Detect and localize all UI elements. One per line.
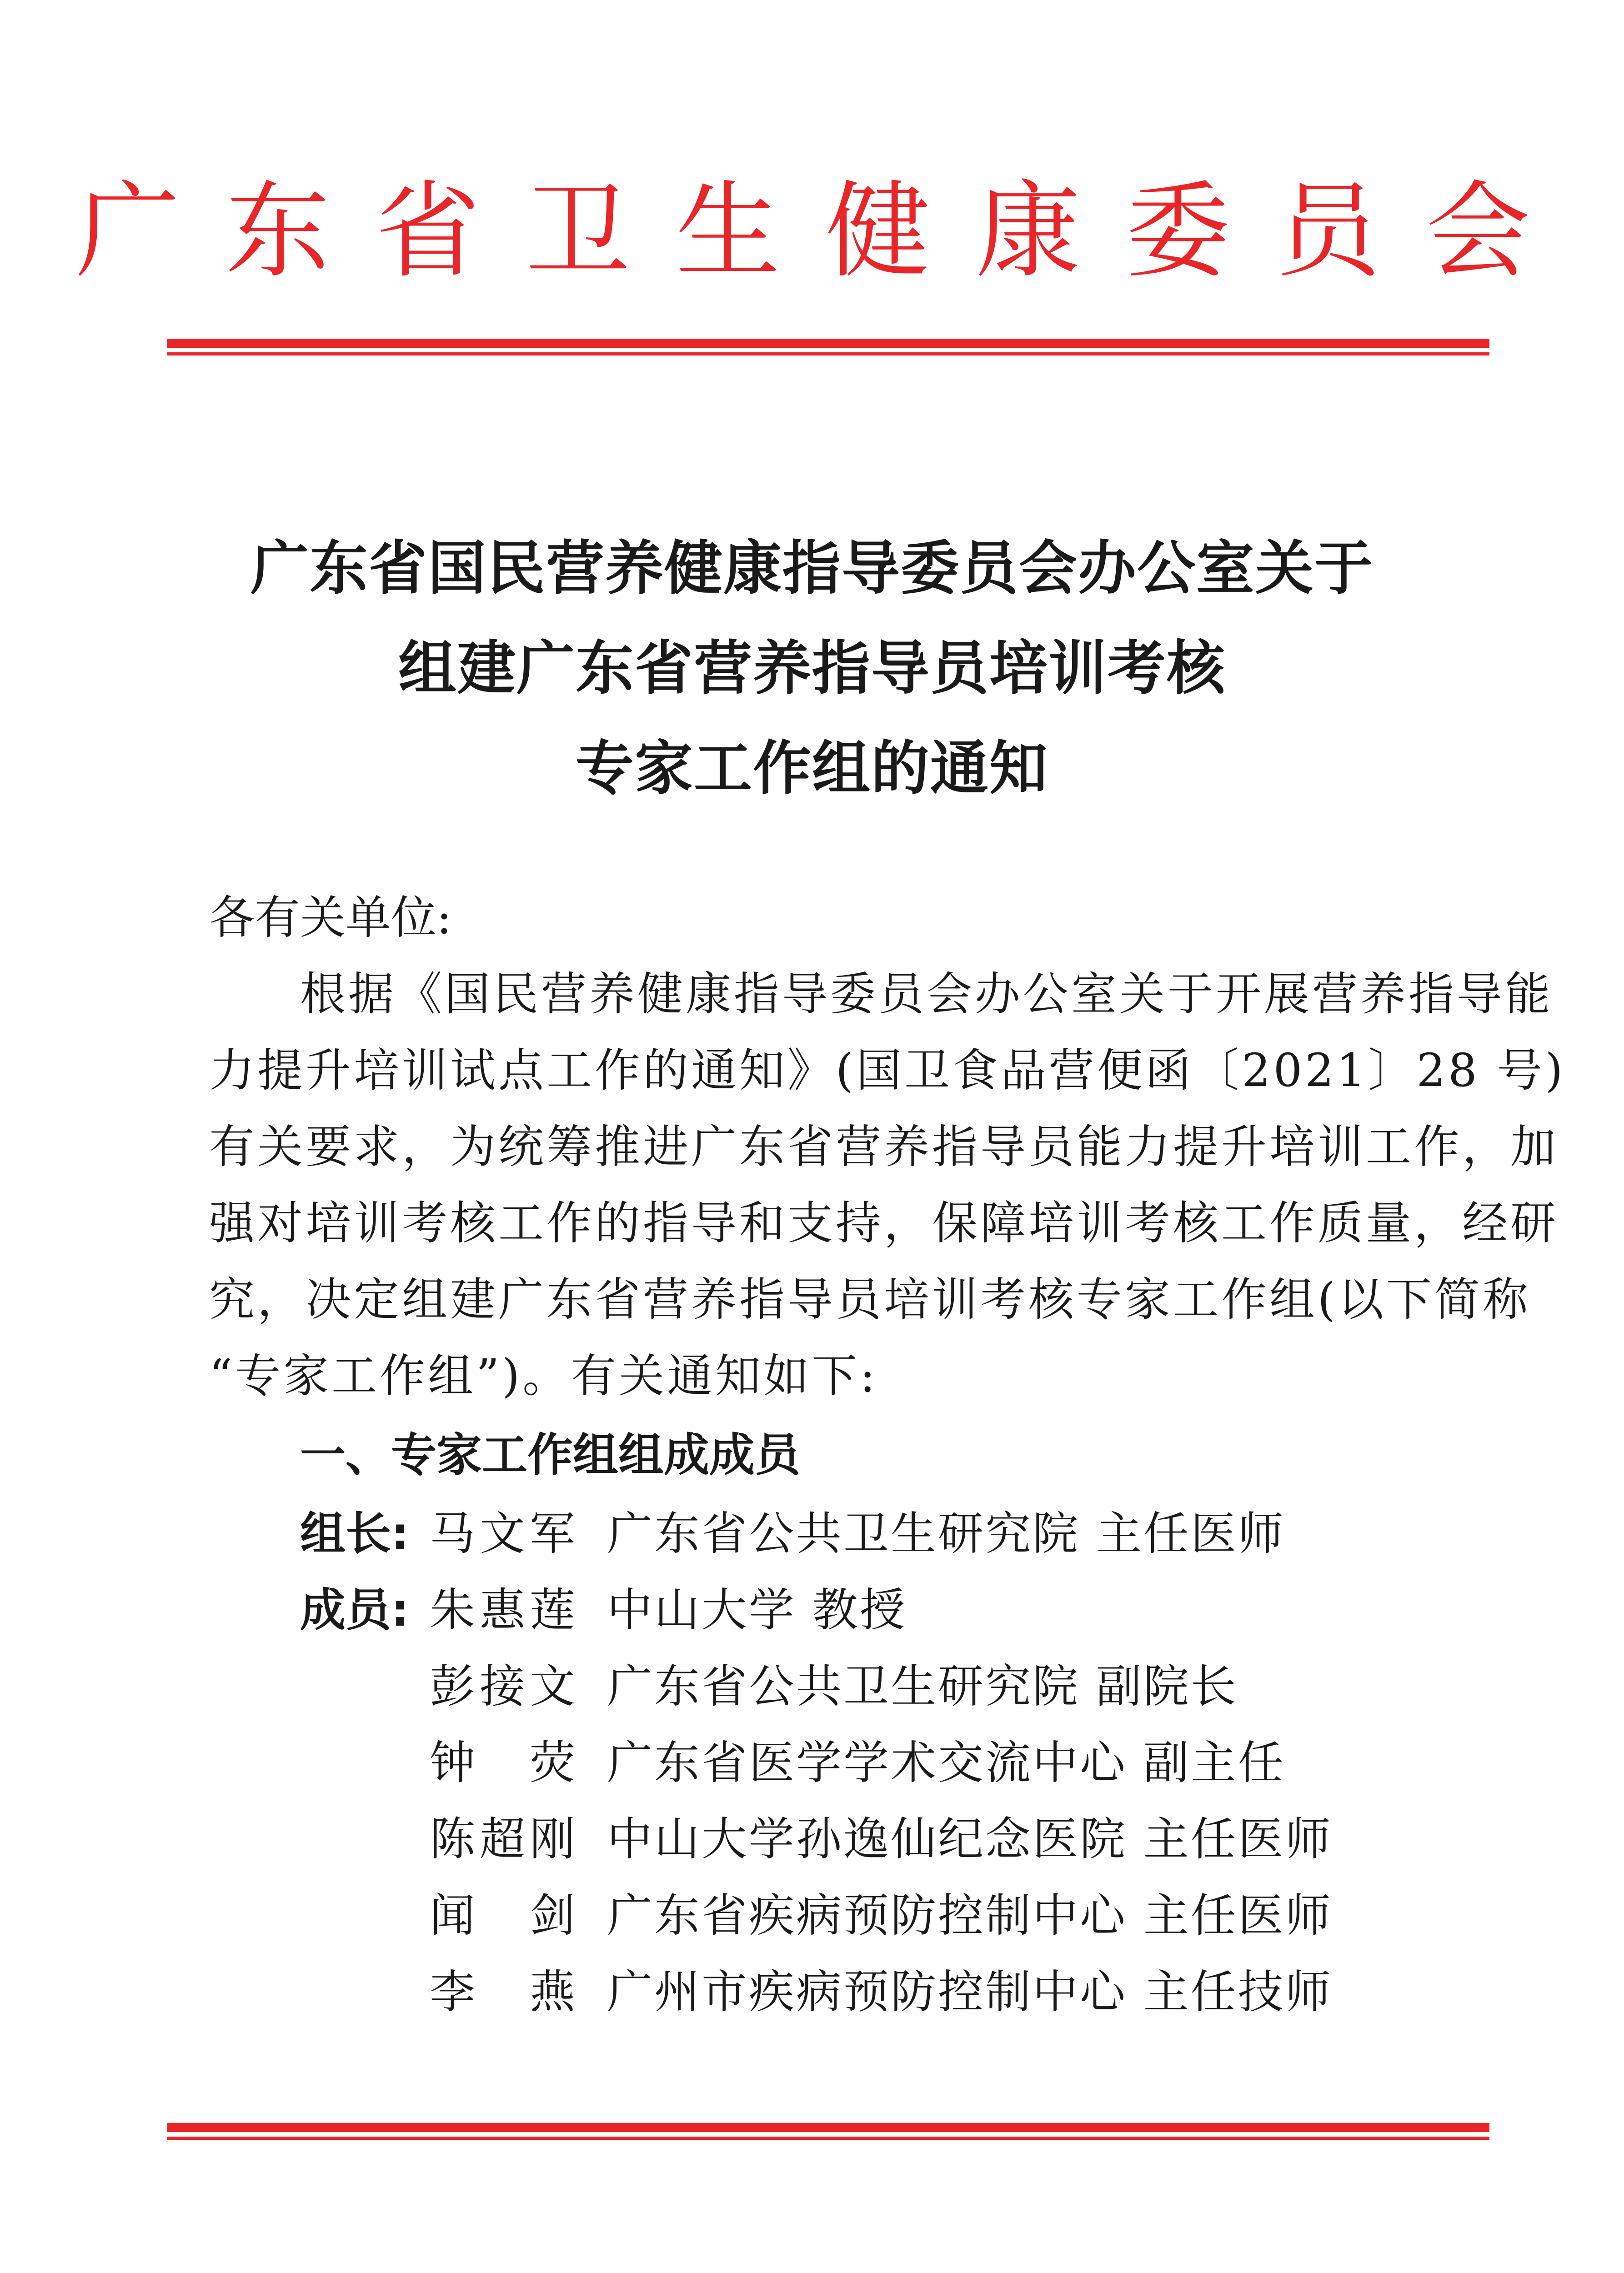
salutation: 各有关单位: xyxy=(209,891,452,944)
member-row xyxy=(300,1648,1333,1725)
member-affiliation: 中山大学孙逸仙纪念医院 主任医师 xyxy=(607,1812,1333,1866)
member-role xyxy=(300,1877,430,1954)
agency-letterhead: 广东省卫生健康委员会 xyxy=(75,171,1576,292)
member-role: 成员: xyxy=(300,1583,409,1637)
member-affiliation: 广东省疾病预防控制中心 主任医师 xyxy=(607,1889,1333,1942)
member-row xyxy=(300,1725,1333,1801)
member-role xyxy=(300,1954,430,2030)
paragraph-line: 究，决定组建广东省营养指导员培训考核专家工作组(以下简称 xyxy=(209,1273,1531,1326)
member-name: 钟 荧 xyxy=(430,1736,580,1789)
document-title xyxy=(0,518,1624,818)
paragraph-line: “专家工作组”)。有关通知如下: xyxy=(209,1349,878,1402)
member-list xyxy=(300,1496,1333,2030)
member-row xyxy=(300,1801,1333,1877)
paragraph-line: 有关要求，为统筹推进广东省营养指导员能力提升培训工作，加 xyxy=(209,1120,1559,1173)
member-name: 闻 剑 xyxy=(430,1889,580,1942)
member-name: 李 燕 xyxy=(430,1965,580,2018)
member-row xyxy=(300,1496,1333,1572)
member-role xyxy=(300,1801,430,1877)
title-line: 组建广东省营养指导员培训考核 xyxy=(398,634,1226,702)
member-row xyxy=(300,1572,1333,1648)
member-role xyxy=(300,1725,430,1801)
member-affiliation: 广州市疾病预防控制中心 主任技师 xyxy=(607,1965,1333,2018)
member-affiliation: 中山大学 教授 xyxy=(607,1583,907,1637)
footer-red-rule xyxy=(167,2123,1489,2140)
member-name: 马文军 xyxy=(430,1507,580,1560)
title-line: 广东省国民营养健康指导委员会办公室关于 xyxy=(250,534,1373,602)
section-heading: 一、专家工作组组成成员 xyxy=(300,1428,800,1482)
member-affiliation: 广东省公共卫生研究院 副院长 xyxy=(607,1660,1238,1713)
member-affiliation: 广东省公共卫生研究院 主任医师 xyxy=(607,1507,1285,1560)
member-row xyxy=(300,1954,1333,2030)
member-role xyxy=(300,1648,430,1725)
paragraph-line: 力提升培训试点工作的通知》(国卫食品营便函〔2021〕28 号) xyxy=(209,1044,1566,1097)
member-name: 朱惠莲 xyxy=(430,1583,580,1637)
member-affiliation: 广东省医学学术交流中心 副主任 xyxy=(607,1736,1285,1789)
paragraph-line: 强对培训考核工作的指导和支持，保障培训考核工作质量，经研 xyxy=(209,1197,1559,1250)
document-body xyxy=(209,880,1566,1414)
paragraph-line: 根据《国民营养健康指导委员会办公室关于开展营养指导能 xyxy=(300,967,1553,1021)
member-name: 陈超刚 xyxy=(430,1812,580,1866)
member-name: 彭接文 xyxy=(430,1660,580,1713)
letterhead-red-rule xyxy=(167,339,1489,355)
title-line: 专家工作组的通知 xyxy=(575,734,1048,802)
member-row xyxy=(300,1877,1333,1954)
member-role: 组长: xyxy=(300,1507,409,1560)
